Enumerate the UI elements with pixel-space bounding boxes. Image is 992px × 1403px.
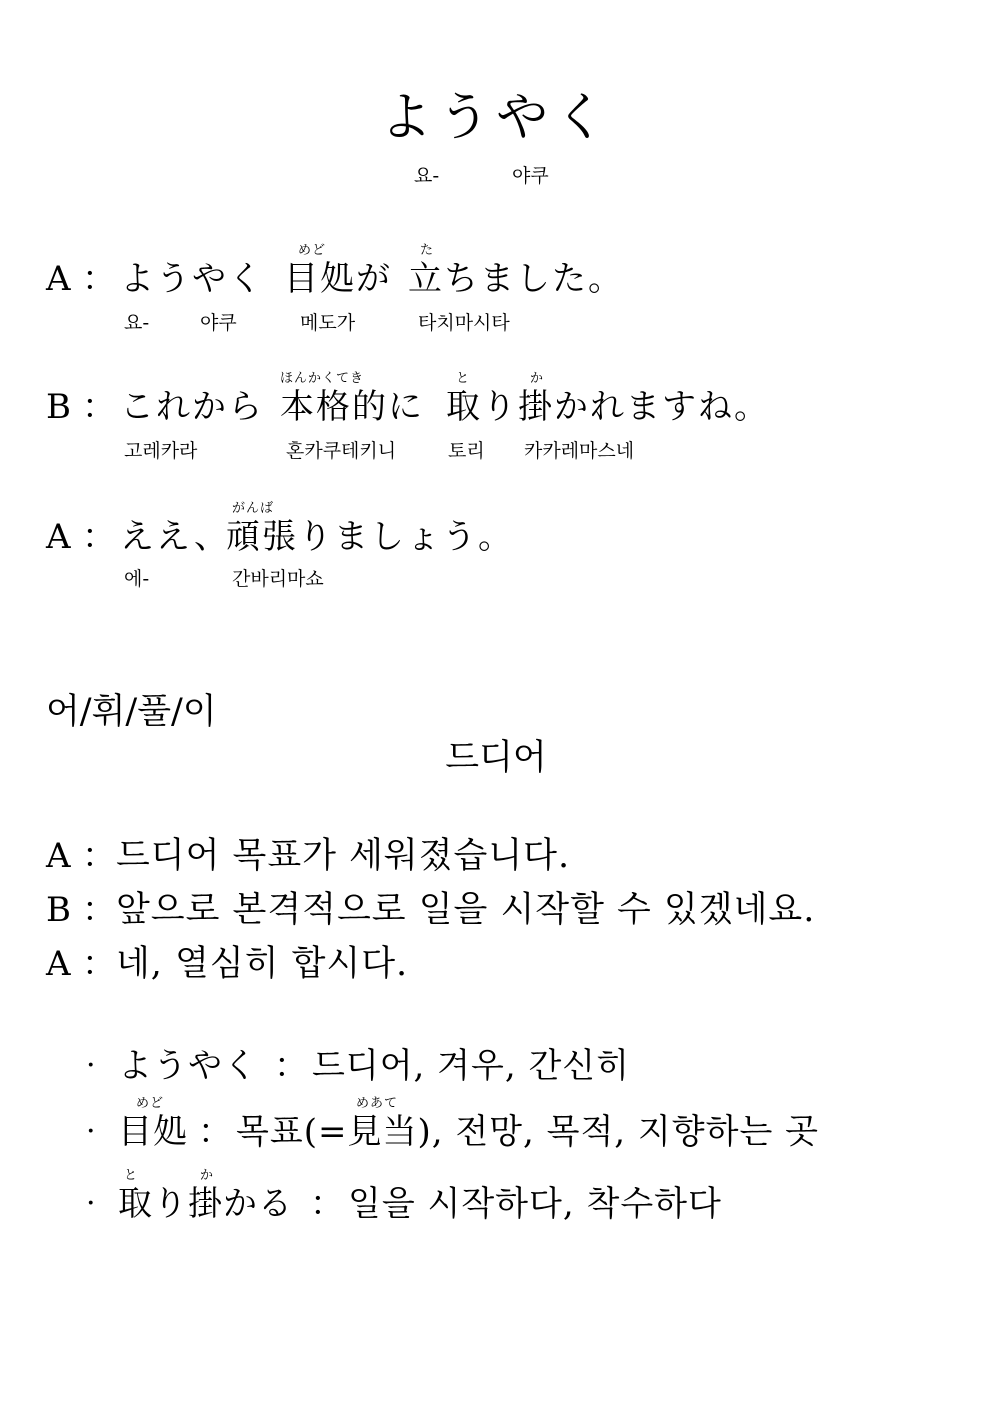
vocab-separator: ： <box>274 1046 309 1086</box>
vocab-definition: 목표(=見当), 전망, 목적, 지향하는 곳 <box>236 1112 819 1152</box>
section-title: 어/휘/풀/이 <box>46 692 217 732</box>
furigana: た <box>420 243 435 258</box>
speaker-colon: ： <box>82 259 116 299</box>
furigana: か <box>530 371 545 386</box>
speaker-colon: ： <box>82 890 116 930</box>
vocab-definition: 일을 시작하다, 착수하다 <box>348 1184 722 1224</box>
bullet: · <box>86 1114 96 1149</box>
vocab-separator: ： <box>310 1184 345 1224</box>
furigana: と <box>456 371 471 386</box>
reading-hint: 토리 <box>448 440 485 462</box>
dialogue-jp-part: ええ、 <box>120 517 231 557</box>
speaker-colon: ： <box>82 517 116 557</box>
furigana: めあて <box>356 1096 399 1111</box>
bullet: · <box>86 1048 96 1083</box>
reading-hint: 타치마시타 <box>418 312 510 334</box>
dialogue-jp-part: ようやく <box>120 259 264 299</box>
dialogue-jp-part: 頑張りましょう。 <box>226 517 514 557</box>
speaker-label: A <box>46 836 71 876</box>
speaker-label: A <box>46 259 71 299</box>
reading-hint: 고레카라 <box>124 440 198 462</box>
reading-hint: 혼카쿠테키니 <box>286 440 397 462</box>
reading-hint: 요- <box>124 312 150 334</box>
meaning-heading: 드디어 <box>445 738 547 778</box>
dialogue-jp-part: 本格的に <box>280 387 424 427</box>
title-reading-1: 요- <box>414 165 440 187</box>
dialogue-kr-line: 드디어 목표가 세워졌습니다. <box>116 836 571 876</box>
reading-hint: 간바리마쇼 <box>232 568 324 590</box>
vocab-definition: 드디어, 겨우, 간신히 <box>312 1046 630 1086</box>
vocab-term: 目処 <box>118 1112 188 1152</box>
title-reading-2: 야쿠 <box>512 165 549 187</box>
speaker-label: A <box>46 944 71 984</box>
dialogue-jp-part: 立ちました。 <box>408 259 624 299</box>
speaker-label: B <box>46 387 71 427</box>
furigana: と <box>124 1168 139 1183</box>
furigana: ほんかくてき <box>280 371 365 386</box>
furigana: めど <box>298 243 327 258</box>
dialogue-jp-part: 目処が <box>284 259 392 299</box>
speaker-colon: ： <box>82 387 116 427</box>
speaker-colon: ： <box>82 836 116 876</box>
reading-hint: 에- <box>124 568 150 590</box>
vocab-separator: ： <box>198 1112 233 1152</box>
speaker-label: B <box>46 890 71 930</box>
furigana: か <box>200 1168 215 1183</box>
dialogue-kr-line: 앞으로 본격적으로 일을 시작할 수 있겠네요. <box>116 890 816 930</box>
speaker-label: A <box>46 517 71 557</box>
dialogue-jp-part: これから <box>120 387 264 427</box>
furigana: がんば <box>232 501 275 516</box>
dialogue-jp-part: 取り掛かれますね。 <box>446 387 770 427</box>
reading-hint: 야쿠 <box>200 312 237 334</box>
reading-hint: 메도가 <box>300 312 356 334</box>
bullet: · <box>86 1186 96 1221</box>
page-title: ようやく <box>379 88 612 148</box>
speaker-colon: ： <box>82 944 116 984</box>
vocab-term: ようやく <box>118 1046 258 1086</box>
vocab-term: 取り掛かる <box>118 1184 293 1224</box>
furigana: めど <box>136 1096 165 1111</box>
dialogue-kr-line: 네, 열심히 합시다. <box>116 944 409 984</box>
reading-hint: 카카레마스네 <box>524 440 635 462</box>
